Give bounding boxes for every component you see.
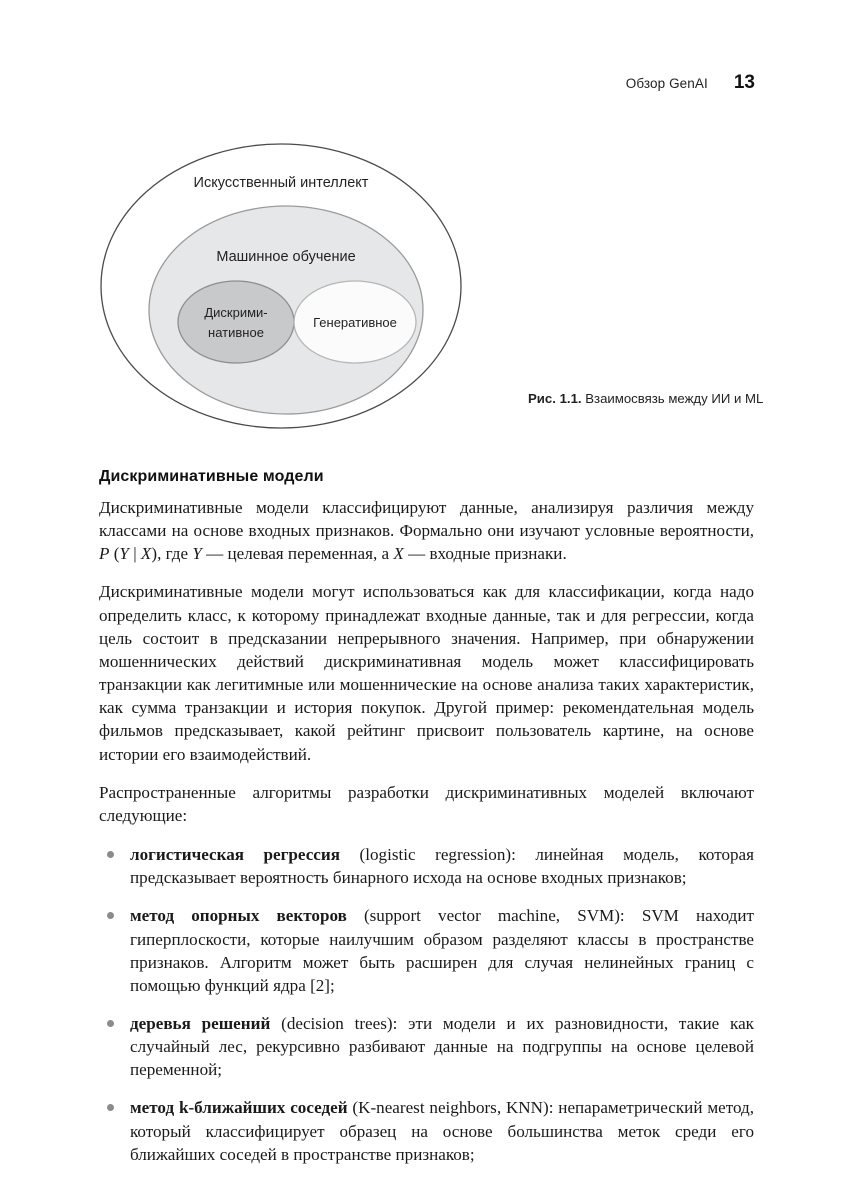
figure-nested-ellipses xyxy=(96,140,486,445)
algorithm-term: метод опорных векторов xyxy=(130,906,347,926)
math-conditional-bar: | xyxy=(128,544,141,564)
math-y-second: Y xyxy=(192,544,202,564)
figure-caption-text: Взаимосвязь между ИИ и ML xyxy=(581,391,764,406)
paragraph-1-text-c: — целевая переменная, а xyxy=(201,544,394,564)
paragraph-algorithms-intro: Распространенные алгоритмы разработки дискриминативных моделей включают следующие: xyxy=(99,782,754,825)
paragraph-1-text-d: — входные признаки. xyxy=(403,544,567,564)
math-close-paren: ), xyxy=(151,544,162,564)
algorithm-description: (decision trees): эти модели и их разновидности, такие как случайный лес, рекурсивно разбивают данные на подгруппы на основе целевой переменной; xyxy=(130,1013,754,1080)
bullet-icon xyxy=(107,1020,114,1027)
paragraph-1-text-b: где xyxy=(161,544,193,564)
label-artificial-intelligence: Искусственный интеллект xyxy=(193,175,369,191)
section-heading: Дискриминативные модели xyxy=(99,468,324,485)
body-column xyxy=(99,468,754,1166)
algorithm-term: деревья решений xyxy=(130,1013,271,1033)
ellipse-discriminative xyxy=(178,281,294,363)
bullet-icon xyxy=(107,912,114,919)
list-item xyxy=(99,1012,754,1081)
paragraph-definition xyxy=(99,496,754,565)
algorithm-description: (support vector machine, SVM): SVM находит гиперплоскости, которые наилучшим образом разделяют классы в пространстве признаков. Алгоритм может быть расширен для случая нелинейных границ с помощью функций ядра [2]; xyxy=(130,906,754,995)
algorithms-list xyxy=(99,843,754,1166)
bullet-icon xyxy=(107,851,114,858)
bullet-icon xyxy=(107,1104,114,1111)
running-head-title: Обзор GenAI xyxy=(625,76,708,91)
list-item xyxy=(99,1096,754,1165)
running-head xyxy=(626,72,755,94)
math-y: Y xyxy=(119,544,129,564)
label-discriminative-line2: нативное xyxy=(208,325,264,340)
algorithm-description: (logistic regression): линейная модель, которая предсказывает вероятность бинарного исхода на основе входных признаков; xyxy=(130,845,754,888)
list-item xyxy=(99,843,754,889)
figure-caption-number: Рис. 1.1. xyxy=(528,391,582,406)
math-open-paren: ( xyxy=(109,544,120,564)
math-x-second: X xyxy=(393,544,404,564)
algorithm-term: метод k-ближайших соседей xyxy=(130,1098,348,1118)
label-discriminative-line1: Дискрими- xyxy=(204,305,268,320)
paragraph-1-text-a: Дискриминативные модели классифицируют данные, анализируя различия между классами на основе входных признаков. Формально они изучают условные вероятности, xyxy=(99,498,754,541)
algorithm-description: (K-nearest neighbors, KNN): непараметрический метод, который классифицирует образец на основе большинства меток среди его ближайших соседей в пространстве признаков; xyxy=(130,1098,755,1164)
paragraph-usage: Дискриминативные модели могут использоваться как для классификации, когда надо определить класс, к которому принадлежат входные данные, так и для регрессии, когда цель состоит в предсказании непрерывного значения. Например, при обнаружении мошеннических действий дискриминативная модель может классифицировать транзакции как легитимные или мошеннические на основе анализа таких характеристик, как сумма транзакции и история покупок. Другой пример: рекомендательная модель фильмов предсказывает, какой рейтинг присвоит пользователь картине, на основе истории его взаимодействий. xyxy=(99,582,754,764)
label-generative: Генеративное xyxy=(313,315,397,330)
figure-caption xyxy=(528,390,768,409)
math-p: P xyxy=(99,544,110,564)
algorithm-term: логистическая регрессия xyxy=(130,845,340,865)
label-machine-learning: Машинное обучение xyxy=(216,249,356,265)
math-x: X xyxy=(140,544,152,564)
list-item xyxy=(99,904,754,997)
page-number: 13 xyxy=(733,72,755,93)
